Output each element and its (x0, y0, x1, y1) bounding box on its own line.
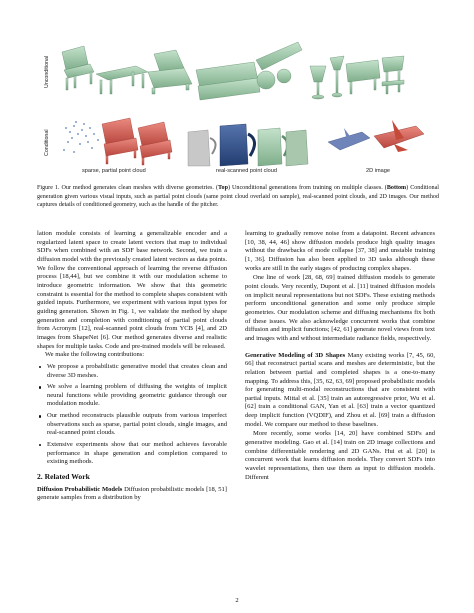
caption-bottom-text: ) Conditional generation given various visual inputs, such as partial point clouds (same point cloud overlaid on sample), real-scanned point clouds, and 2D images. Our method captures details of conditioned geometry, such as the handle of the pitcher. (37, 185, 439, 209)
row-label-unconditional: Unconditional (44, 55, 50, 89)
mesh-table (96, 66, 148, 94)
conditional-red-chairs (102, 118, 172, 165)
sparse-point-cloud (63, 121, 99, 153)
run-in-heading: Diffusion Probabilistic Models (37, 485, 123, 493)
contribution-item: Extensive experiments show that our method achieves favorable performance in shape generation and completion compared to existing methods. (47, 441, 227, 466)
caption-top-text: ) Unconditional generations from training on multiple classes. ( (227, 185, 387, 191)
real-scan-pitchers (188, 124, 308, 166)
contribution-item: We propose a probabilistic generative model that creates clean and diverse 3D meshes. (47, 362, 227, 379)
caption-label: Figure 1. Our method generates clean meshes with diverse geometries. ( (37, 185, 219, 191)
left-column (37, 230, 227, 503)
left-paragraph-1: lation module consists of learning a generalizable encoder and a regularized latent space to create latent vectors that map to individual SDFs when combined with an SDF base network. Second, we train a diffusion model with the previously created latent vectors as data points. We follow the conventional approach of learning the reverse diffusion process [18,44], but we combine it with our modulation scheme to introduce geometric information. We show that this geometric constraint is essential for the method to complete shapes consistent with guided inputs. Furthermore, we experiment with various input types for guiding generation. Shown in Fig. 1, we validate the method by shape generation and completion with conditioning of partial point clouds from Acronym [12], real-scanned point clouds from YCB [4], and 2D images from ShapeNet [6]. Our method generates diverse and realistic shapes for multiple tasks. Code and pre-trained models will be released. (37, 230, 227, 350)
mesh-stool (382, 56, 404, 94)
section-heading-related-work: 2. Related Work (37, 472, 90, 482)
mesh-bench (346, 60, 380, 94)
mesh-armchair (148, 50, 192, 94)
panel-caption-2d-image: 2D image (366, 168, 390, 174)
caption-top-tag: Top (218, 185, 228, 191)
row-label-conditional: Conditional (44, 129, 50, 157)
run-in-heading: Generative Modeling of 3D Shapes (245, 351, 346, 359)
right-paragraph-3d-shapes (245, 352, 435, 430)
caption-bottom-tag: Bottom (386, 185, 407, 191)
mesh-lamp-2 (330, 56, 344, 97)
contributions-list (37, 363, 227, 467)
figure-caption (37, 184, 439, 210)
page-number: 2 (235, 597, 239, 604)
paragraph-text: Many existing works [7, 45, 60, 66] that reconstruct partial scans and meshes are deterministic, but the relation between partial and completed shapes is a one-to-many mapping. To address this, [35, 62, 63, 69] proposed probabilistic models for generating multi-modal reconstructions that are consistent with partial inputs. Mittal et al. [35] train an autoregressive prior, Wu et al. [62] train a conditional GAN, Yan et al. [63] train a vector quantized deep implicit function (VQDIF), and Zhou et al. [69] train a diffusion model. We compare our method to these baselines. (245, 351, 436, 428)
contribution-item: Our method reconstructs plausible outputs from various imperfect observations such as sparse, partial point clouds, single images, and real-scanned point clouds. (47, 412, 227, 437)
right-paragraph-4: More recently, some works [14, 20] have combined SDFs and generative modeling. Gao et al. [14] train on 2D image collections and combine differentiable rendering and 2D GANs. Hui et al. [20] is concurrent work that learns diffusion models. They convert SDFs into wavelet representations, then use them as input to diffusion models. Different (245, 430, 435, 481)
right-paragraph-1: learning to gradually remove noise from a datapoint. Recent advances [10, 38, 44, 46] show diffusion models produce high quality images without the drawbacks of mode collapse [37, 38] and unstable training [1, 36]. Diffusion has also been applied to 3D tasks although these works are still in the early stages of producing complex shapes. (245, 230, 435, 272)
right-paragraph-2: One line of work [28, 68, 69] trained diffusion models to generate point clouds. Very recently, Dupont et al. [11] trained diffusion models on implicit neural representations but not SDFs. These existing methods perform unconditional generation and some only produce simple geometries. Our modulation scheme and diffusing mechanisms fix both of these issues. We also acknowledge concurrent works that combine diffusion and implicit functions; [42, 61] generate novel views from text and images with and without intermediate radiance fields, respectively. (245, 274, 435, 342)
contributions-intro: We make the following contributions: (45, 351, 145, 359)
paragraph-text: Diffusion probabilistic models [18, 51] generate samples from a distribution by (37, 485, 227, 502)
unconditional-samples (62, 42, 404, 100)
right-column (245, 230, 435, 482)
panel-caption-real-scan: real-scanned point cloud (216, 168, 277, 174)
figure-1 (44, 38, 432, 178)
contribution-item: We solve a learning problem of diffusing the weights of implicit neural functions while providing geometric guidance through our modulation module. (47, 383, 227, 408)
mesh-lamp-1 (310, 66, 326, 99)
left-paragraph-diffusion (37, 486, 227, 503)
panel-caption-sparse: sparse, partial point cloud (82, 168, 146, 174)
mesh-chair (62, 46, 94, 90)
image-airplanes (328, 120, 424, 152)
mesh-sofa (196, 62, 260, 100)
mesh-cannon (256, 42, 302, 89)
figure-art (44, 38, 432, 178)
